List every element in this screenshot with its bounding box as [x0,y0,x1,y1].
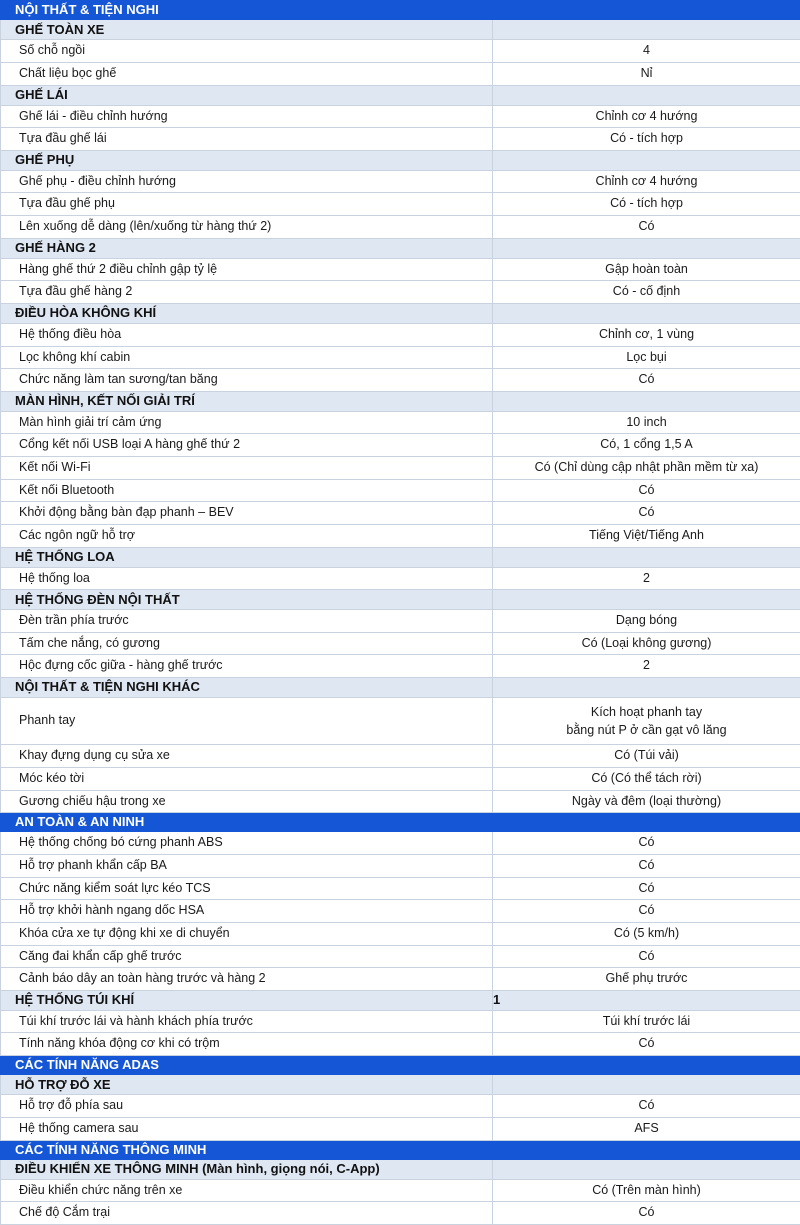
section-header-label: CÁC TÍNH NĂNG THÔNG MINH [1,1140,493,1159]
table-row [1,1117,800,1140]
group-header-label: NỘI THẤT & TIỆN NGHI KHÁC [1,678,493,698]
group-header-value [493,1075,800,1095]
table-row [1,323,800,346]
spec-label: Tựa đầu ghế lái [1,128,493,151]
table-row [1,922,800,945]
spec-label: Phanh tay [1,698,493,745]
table-row [1,1202,800,1225]
spec-label: Hệ thống chống bó cứng phanh ABS [1,832,493,855]
spec-value: Túi khí trước lái [493,1010,800,1033]
spec-value: Có [493,877,800,900]
spec-label: Kết nối Bluetooth [1,479,493,502]
spec-label: Hỗ trợ đỗ phía sau [1,1095,493,1118]
spec-label: Kết nối Wi-Fi [1,457,493,480]
group-header-value [493,238,800,258]
spec-label: Hộc đựng cốc giữa - hàng ghế trước [1,655,493,678]
spec-value: Có [493,1033,800,1056]
spec-label: Lọc không khí cabin [1,346,493,369]
spec-value: Dạng bóng [493,610,800,633]
table-row [1,281,800,304]
section-header-label: AN TOÀN & AN NINH [1,813,493,832]
spec-value: Có [493,855,800,878]
spec-value: Có [493,945,800,968]
table-row [1,216,800,239]
spec-label: Lên xuống dễ dàng (lên/xuống từ hàng thứ 2) [1,216,493,239]
spec-value: AFS [493,1117,800,1140]
group-header-row [1,150,800,170]
group-header-label: GHẾ TOÀN XE [1,20,493,40]
spec-label: Chế độ Cắm trại [1,1202,493,1225]
group-header-value: 1 [493,990,800,1010]
section-header-value [493,1056,800,1075]
spec-value: 10 inch [493,411,800,434]
group-header-row [1,391,800,411]
spec-label: Chức năng kiểm soát lực kéo TCS [1,877,493,900]
spec-value: Chỉnh cơ 4 hướng [493,170,800,193]
group-header-row [1,678,800,698]
group-header-row [1,1075,800,1095]
table-row [1,567,800,590]
spec-value: Chỉnh cơ, 1 vùng [493,323,800,346]
spec-value: Chỉnh cơ 4 hướng [493,105,800,128]
section-header-value [493,813,800,832]
table-row [1,258,800,281]
table-row [1,170,800,193]
table-row [1,655,800,678]
spec-value: 2 [493,567,800,590]
table-row [1,945,800,968]
group-header-label: ĐIỀU HÒA KHÔNG KHÍ [1,303,493,323]
table-row [1,698,800,745]
group-header-value [493,303,800,323]
spec-label: Tấm che nắng, có gương [1,632,493,655]
spec-label: Khóa cửa xe tự động khi xe di chuyển [1,922,493,945]
spec-label: Cảnh báo dây an toàn hàng trước và hàng 2 [1,968,493,991]
table-row [1,968,800,991]
spec-value: Có [493,900,800,923]
spec-value: Có [493,1202,800,1225]
spec-value: Có [493,369,800,392]
table-row [1,346,800,369]
table-row [1,502,800,525]
table-row [1,128,800,151]
spec-value: Ngày và đêm (loại thường) [493,790,800,813]
spec-label: Các ngôn ngữ hỗ trợ [1,524,493,547]
spec-label: Hàng ghế thứ 2 điều chỉnh gập tỷ lệ [1,258,493,281]
spec-label: Hệ thống camera sau [1,1117,493,1140]
group-header-label: GHẾ PHỤ [1,150,493,170]
table-row [1,457,800,480]
spec-table-body [1,1,800,1225]
spec-label: Chất liệu bọc ghế [1,62,493,85]
spec-label: Căng đai khẩn cấp ghế trước [1,945,493,968]
spec-value: Có (Chỉ dùng cập nhật phần mềm từ xa) [493,457,800,480]
spec-value: Tiếng Việt/Tiếng Anh [493,524,800,547]
spec-value: Có (Túi vải) [493,745,800,768]
section-header-label: NỘI THẤT & TIỆN NGHI [1,1,493,20]
table-row [1,790,800,813]
table-row [1,62,800,85]
spec-label: Hỗ trợ khởi hành ngang dốc HSA [1,900,493,923]
spec-label: Đèn trần phía trước [1,610,493,633]
table-row [1,877,800,900]
table-row [1,1179,800,1202]
table-row [1,1010,800,1033]
spec-value: Nỉ [493,62,800,85]
spec-label: Túi khí trước lái và hành khách phía trước [1,1010,493,1033]
section-header-value [493,1140,800,1159]
spec-value: Có - tích hợp [493,128,800,151]
spec-label: Hỗ trợ phanh khẩn cấp BA [1,855,493,878]
spec-value: Có [493,479,800,502]
group-header-label: HỖ TRỢ ĐỖ XE [1,1075,493,1095]
table-row [1,193,800,216]
section-header-label: CÁC TÍNH NĂNG ADAS [1,1056,493,1075]
group-header-row [1,990,800,1010]
group-header-row [1,20,800,40]
group-header-row [1,85,800,105]
spec-value: Có (Có thể tách rời) [493,767,800,790]
spec-label: Màn hình giải trí cảm ứng [1,411,493,434]
spec-value: Có [493,832,800,855]
table-row [1,524,800,547]
spec-label: Ghế lái - điều chỉnh hướng [1,105,493,128]
table-row [1,40,800,63]
spec-label: Khay đựng dụng cụ sửa xe [1,745,493,768]
group-header-label: GHẾ LÁI [1,85,493,105]
group-header-label: HỆ THỐNG TÚI KHÍ [1,990,493,1010]
section-header-row [1,1,800,20]
group-header-row [1,303,800,323]
table-row [1,767,800,790]
group-header-row [1,590,800,610]
spec-label: Hệ thống loa [1,567,493,590]
spec-label: Tựa đầu ghế hàng 2 [1,281,493,304]
group-header-value [493,85,800,105]
group-header-value [493,590,800,610]
table-row [1,900,800,923]
group-header-label: MÀN HÌNH, KẾT NỐI GIẢI TRÍ [1,391,493,411]
spec-value: Có - cố định [493,281,800,304]
group-header-label: HỆ THỐNG LOA [1,547,493,567]
spec-value: 2 [493,655,800,678]
spec-value: Gập hoàn toàn [493,258,800,281]
spec-label: Móc kéo tời [1,767,493,790]
group-header-label: HỆ THỐNG ĐÈN NỘI THẤT [1,590,493,610]
section-header-row [1,1056,800,1075]
table-row [1,479,800,502]
group-header-value [493,150,800,170]
group-header-value [493,1159,800,1179]
spec-label: Số chỗ ngồi [1,40,493,63]
spec-value: Có (Loại không gương) [493,632,800,655]
section-header-row [1,813,800,832]
section-header-row [1,1140,800,1159]
spec-label: Cổng kết nối USB loại A hàng ghế thứ 2 [1,434,493,457]
spec-label: Tựa đầu ghế phụ [1,193,493,216]
spec-value: Có [493,216,800,239]
group-header-value [493,20,800,40]
section-header-value [493,1,800,20]
table-row [1,434,800,457]
table-row [1,369,800,392]
spec-label: Hệ thống điều hòa [1,323,493,346]
group-header-value [493,391,800,411]
group-header-row [1,238,800,258]
spec-value: Kích hoạt phanh tay bằng nút P ở cần gạt vô lăng [493,698,800,745]
table-row [1,411,800,434]
table-row [1,105,800,128]
spec-label: Khởi động bằng bàn đạp phanh – BEV [1,502,493,525]
table-row [1,1095,800,1118]
group-header-row [1,547,800,567]
table-row [1,745,800,768]
spec-value: Ghế phụ trước [493,968,800,991]
spec-value: Có - tích hợp [493,193,800,216]
spec-label: Gương chiếu hậu trong xe [1,790,493,813]
table-row [1,855,800,878]
group-header-label: ĐIỀU KHIỂN XE THÔNG MINH (Màn hình, giọng nói, C-App) [1,1159,493,1179]
spec-value: 4 [493,40,800,63]
spec-label: Ghế phụ - điều chỉnh hướng [1,170,493,193]
table-row [1,610,800,633]
spec-label: Tính năng khóa động cơ khi có trộm [1,1033,493,1056]
table-row [1,632,800,655]
group-header-value [493,678,800,698]
spec-value: Lọc bụi [493,346,800,369]
group-header-row [1,1159,800,1179]
spec-value: Có (Trên màn hình) [493,1179,800,1202]
table-row [1,832,800,855]
spec-value: Có, 1 cổng 1,5 A [493,434,800,457]
spec-value: Có (5 km/h) [493,922,800,945]
spec-value: Có [493,502,800,525]
spec-label: Chức năng làm tan sương/tan băng [1,369,493,392]
spec-value: Có [493,1095,800,1118]
table-row [1,1033,800,1056]
spec-label: Điều khiển chức năng trên xe [1,1179,493,1202]
group-header-value [493,547,800,567]
group-header-label: GHẾ HÀNG 2 [1,238,493,258]
